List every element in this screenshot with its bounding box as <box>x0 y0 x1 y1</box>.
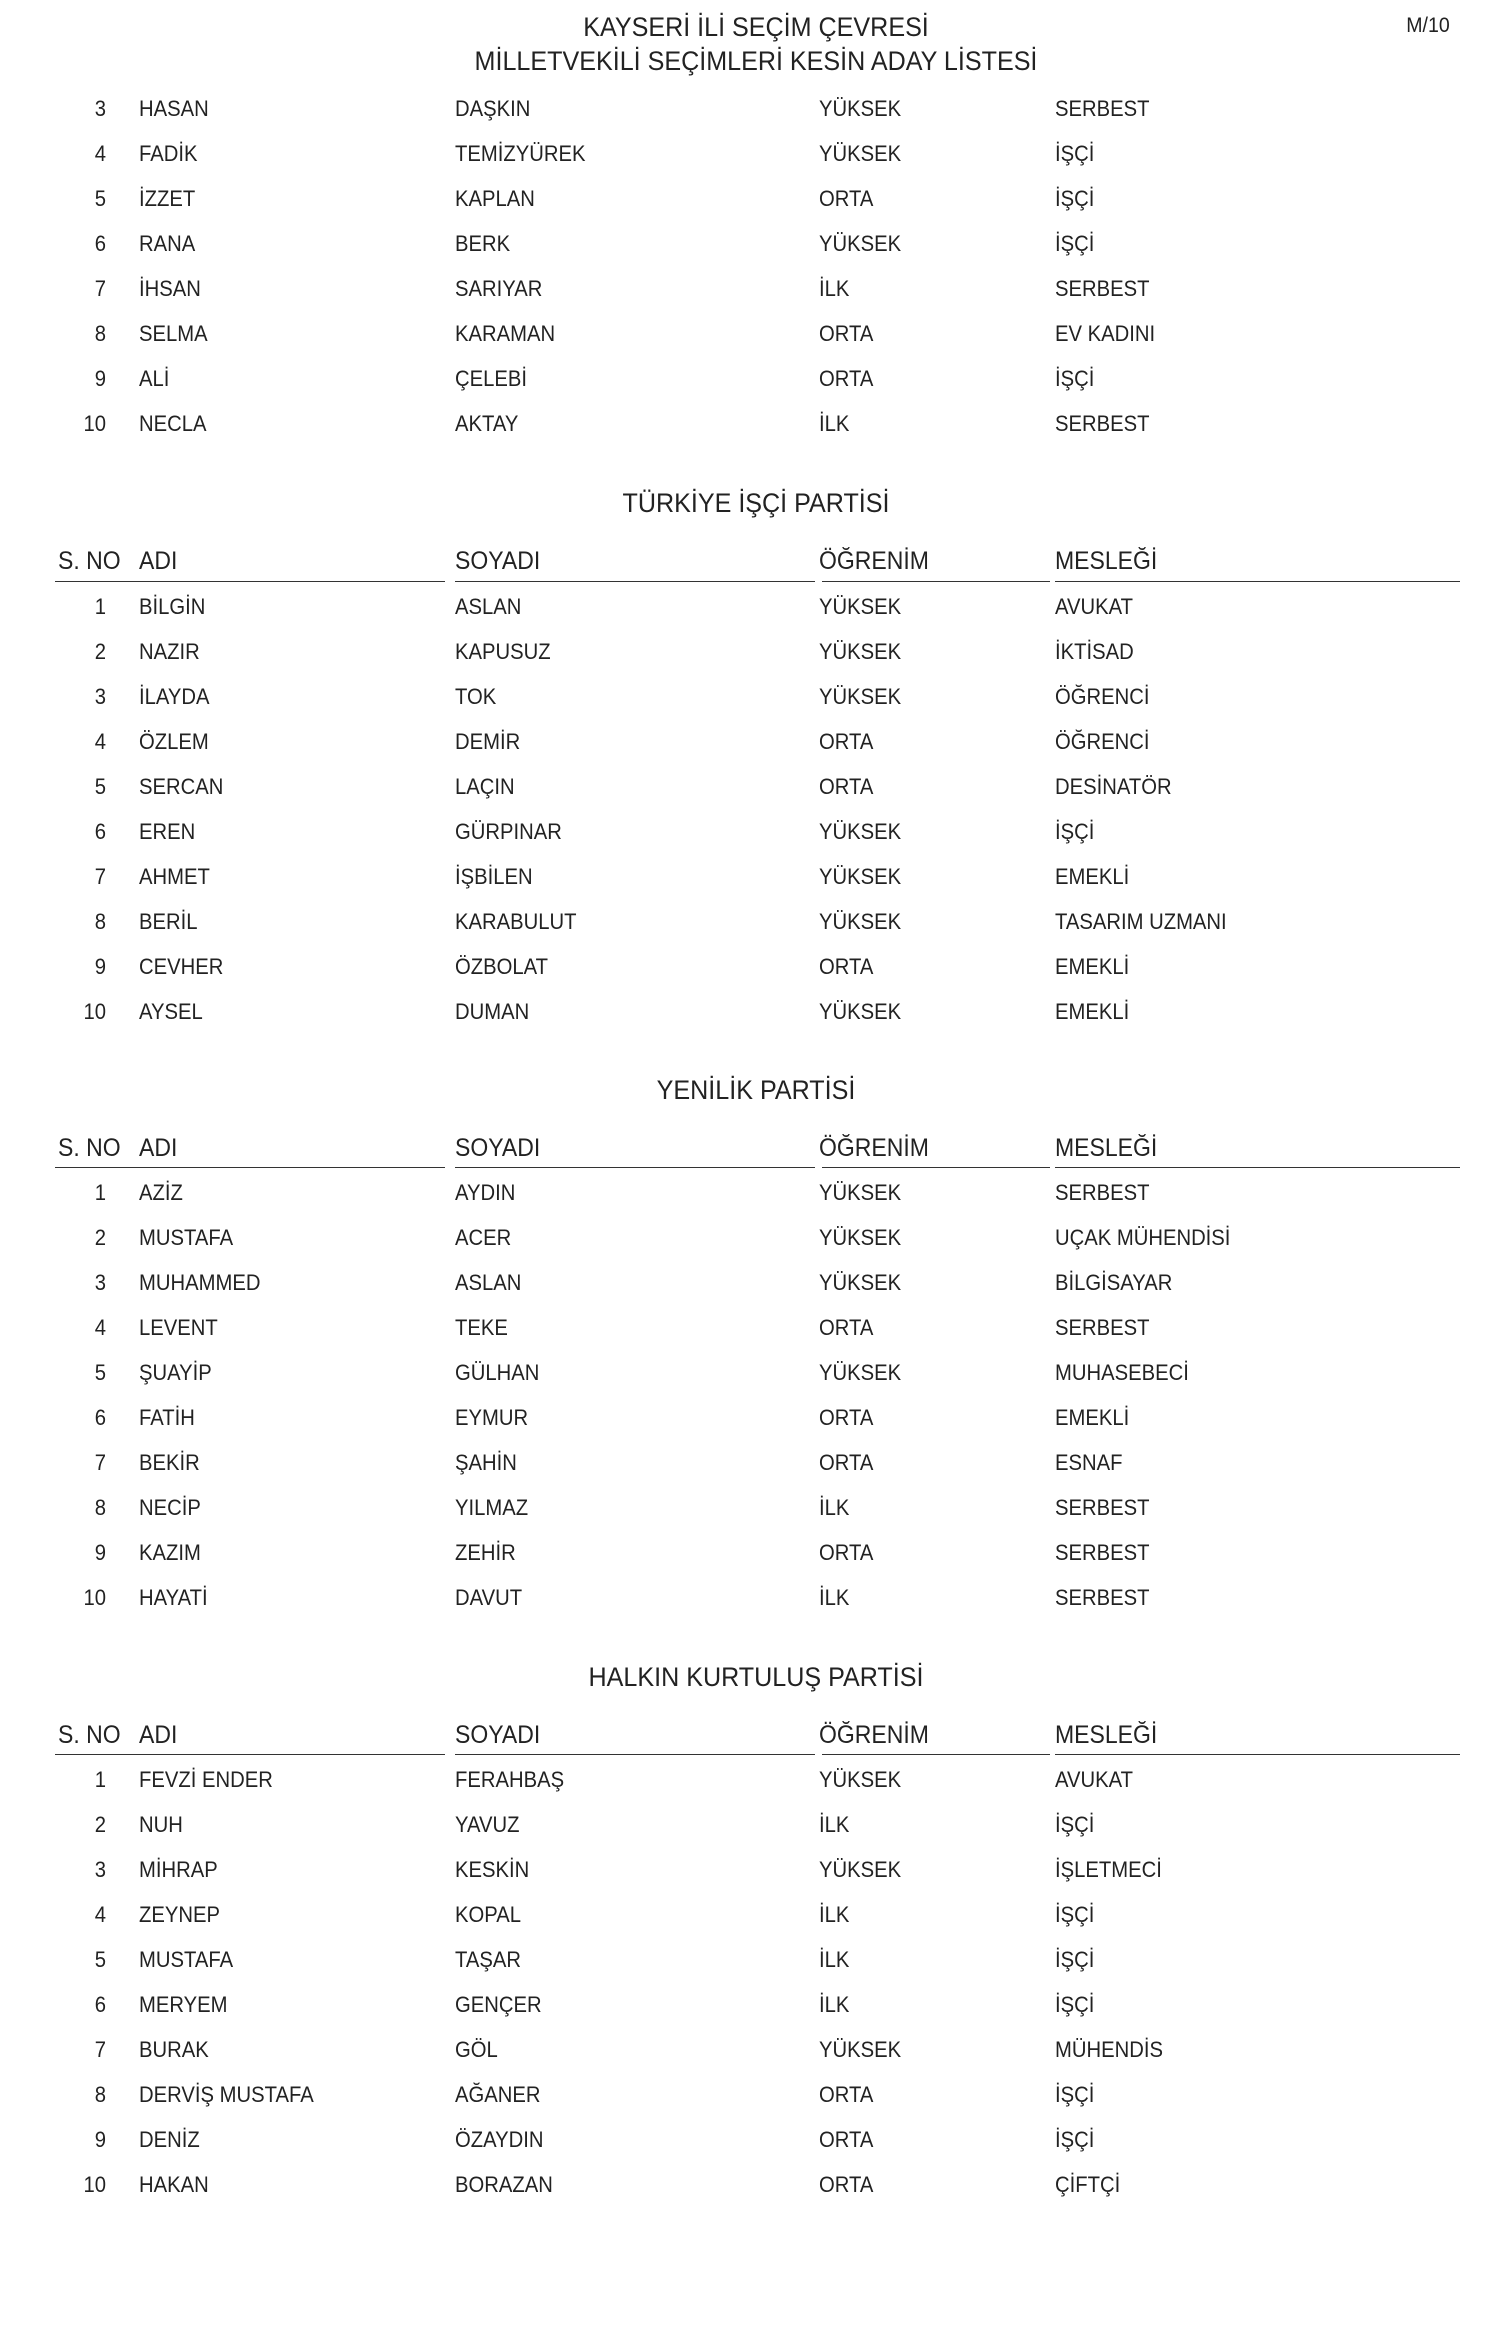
candidate-first-name: İLAYDA <box>139 684 210 709</box>
candidate-occupation: İŞÇİ <box>1055 1947 1095 1972</box>
candidate-education: YÜKSEK <box>819 1270 902 1295</box>
candidate-occupation: İŞÇİ <box>1055 1902 1095 1927</box>
candidate-occupation: MÜHENDİS <box>1055 2037 1163 2062</box>
candidate-first-name: SERCAN <box>139 774 224 799</box>
column-header-occupation: MESLEĞİ <box>1055 547 1158 575</box>
candidate-number: 5 <box>94 1360 106 1385</box>
candidate-row <box>0 131 1512 176</box>
candidate-occupation: İŞÇİ <box>1055 141 1095 166</box>
candidate-education: ORTA <box>819 366 874 391</box>
candidate-first-name: ALİ <box>139 366 170 391</box>
candidate-number: 4 <box>94 1902 106 1927</box>
candidate-row <box>0 356 1512 401</box>
candidate-last-name: KARAMAN <box>455 321 556 346</box>
candidate-education: YÜKSEK <box>819 819 902 844</box>
candidate-number: 8 <box>94 1495 106 1520</box>
candidate-education: YÜKSEK <box>819 684 902 709</box>
candidate-first-name: MİHRAP <box>139 1857 218 1882</box>
candidate-last-name: YILMAZ <box>455 1495 529 1520</box>
candidate-education: ORTA <box>819 186 874 211</box>
column-header-first-name: ADI <box>139 1721 178 1749</box>
candidate-first-name: AZİZ <box>139 1180 183 1205</box>
candidate-number: 8 <box>94 321 106 346</box>
candidate-education: İLK <box>819 411 850 436</box>
candidate-number: 5 <box>94 1947 106 1972</box>
candidate-row <box>0 1757 1512 1802</box>
header-underline <box>822 1754 1050 1755</box>
candidate-row <box>0 1847 1512 1892</box>
column-header-row <box>0 541 1512 581</box>
candidate-last-name: ACER <box>455 1225 512 1250</box>
candidate-row <box>0 1802 1512 1847</box>
candidate-number: 7 <box>94 2037 106 2062</box>
candidate-first-name: FATİH <box>139 1405 195 1430</box>
candidate-row <box>0 401 1512 446</box>
party-title: HALKIN KURTULUŞ PARTİSİ <box>588 1662 924 1692</box>
document-title-line-2: MİLLETVEKİLİ SEÇİMLERİ KESİN ADAY LİSTESİ <box>474 46 1038 76</box>
candidate-first-name: İZZET <box>139 186 196 211</box>
candidate-number: 8 <box>94 909 106 934</box>
candidate-education: İLK <box>819 1585 850 1610</box>
candidate-last-name: TOK <box>455 684 497 709</box>
candidate-number: 4 <box>94 141 106 166</box>
candidate-occupation: ESNAF <box>1055 1450 1123 1475</box>
candidate-last-name: ÖZAYDIN <box>455 2127 544 2152</box>
candidate-first-name: NECLA <box>139 411 207 436</box>
candidate-education: İLK <box>819 1992 850 2017</box>
candidate-first-name: ŞUAYİP <box>139 1360 212 1385</box>
candidate-first-name: MERYEM <box>139 1992 228 2017</box>
candidate-number: 3 <box>94 684 106 709</box>
candidate-occupation: SERBEST <box>1055 1495 1150 1520</box>
candidate-occupation: İŞÇİ <box>1055 2127 1095 2152</box>
candidate-first-name: NUH <box>139 1812 183 1837</box>
candidate-row <box>0 1440 1512 1485</box>
candidate-occupation: AVUKAT <box>1055 1767 1133 1792</box>
candidate-education: ORTA <box>819 774 874 799</box>
candidate-row <box>0 1575 1512 1620</box>
candidate-row <box>0 944 1512 989</box>
candidate-last-name: ZEHİR <box>455 1540 516 1565</box>
candidate-number: 3 <box>94 96 106 121</box>
candidate-row <box>0 719 1512 764</box>
candidate-number: 9 <box>94 366 106 391</box>
candidate-last-name: TEMİZYÜREK <box>455 141 586 166</box>
candidate-last-name: BERK <box>455 231 511 256</box>
candidate-first-name: ÖZLEM <box>139 729 209 754</box>
candidate-education: ORTA <box>819 1450 874 1475</box>
candidate-last-name: AYDIN <box>455 1180 516 1205</box>
candidate-number: 7 <box>94 1450 106 1475</box>
candidate-last-name: AKTAY <box>455 411 519 436</box>
candidate-number: 8 <box>94 2082 106 2107</box>
candidate-last-name: DAŞKIN <box>455 96 531 121</box>
candidate-last-name: TAŞAR <box>455 1947 521 1972</box>
candidate-last-name: ÇELEBİ <box>455 366 528 391</box>
candidate-first-name: BEKİR <box>139 1450 200 1475</box>
candidate-occupation: EMEKLİ <box>1055 864 1130 889</box>
candidate-last-name: DEMİR <box>455 729 521 754</box>
candidate-last-name: ÖZBOLAT <box>455 954 548 979</box>
candidate-number: 9 <box>94 954 106 979</box>
candidate-row <box>0 1260 1512 1305</box>
candidate-first-name: İHSAN <box>139 276 201 301</box>
candidate-first-name: LEVENT <box>139 1315 218 1340</box>
candidate-occupation: BİLGİSAYAR <box>1055 1270 1173 1295</box>
candidate-last-name: İŞBİLEN <box>455 864 533 889</box>
candidate-occupation: DESİNATÖR <box>1055 774 1172 799</box>
candidate-first-name: NAZIR <box>139 639 200 664</box>
candidate-occupation: MUHASEBECİ <box>1055 1360 1189 1385</box>
candidate-last-name: BORAZAN <box>455 2172 553 2197</box>
header-underline <box>822 581 1050 582</box>
candidate-education: İLK <box>819 1902 850 1927</box>
candidate-first-name: FADİK <box>139 141 198 166</box>
candidate-last-name: KOPAL <box>455 1902 522 1927</box>
candidate-last-name: ASLAN <box>455 594 522 619</box>
header-underline <box>55 1754 445 1755</box>
header-underline <box>55 581 445 582</box>
candidate-number: 6 <box>94 819 106 844</box>
candidate-education: ORTA <box>819 954 874 979</box>
column-header-number: S. NO <box>58 547 121 575</box>
candidate-occupation: TASARIM UZMANI <box>1055 909 1227 934</box>
candidate-number: 6 <box>94 1992 106 2017</box>
candidate-number: 2 <box>94 1225 106 1250</box>
candidate-education: ORTA <box>819 1315 874 1340</box>
candidate-last-name: ASLAN <box>455 1270 522 1295</box>
candidate-last-name: GENÇER <box>455 1992 542 2017</box>
candidate-number: 5 <box>94 774 106 799</box>
candidate-row <box>0 989 1512 1034</box>
candidate-education: ORTA <box>819 2127 874 2152</box>
candidate-occupation: ÖĞRENCİ <box>1055 684 1150 709</box>
candidate-number: 1 <box>94 1180 106 1205</box>
candidate-occupation: İŞÇİ <box>1055 819 1095 844</box>
candidate-first-name: DERVİŞ MUSTAFA <box>139 2082 314 2107</box>
header-underline <box>1055 1167 1460 1168</box>
candidate-last-name: DUMAN <box>455 999 530 1024</box>
candidate-row <box>0 311 1512 356</box>
candidate-last-name: LAÇIN <box>455 774 515 799</box>
column-header-number: S. NO <box>58 1134 121 1162</box>
candidate-row <box>0 899 1512 944</box>
candidate-last-name: AĞANER <box>455 2082 541 2107</box>
candidate-first-name: MUSTAFA <box>139 1947 234 1972</box>
candidate-number: 10 <box>83 1585 106 1610</box>
candidate-number: 10 <box>83 411 106 436</box>
candidate-occupation: SERBEST <box>1055 96 1150 121</box>
candidate-last-name: GÜLHAN <box>455 1360 540 1385</box>
column-header-occupation: MESLEĞİ <box>1055 1721 1158 1749</box>
candidate-occupation: AVUKAT <box>1055 594 1133 619</box>
column-header-row <box>0 1128 1512 1168</box>
candidate-row <box>0 854 1512 899</box>
candidate-occupation: ÇİFTÇİ <box>1055 2172 1121 2197</box>
candidate-first-name: RANA <box>139 231 196 256</box>
candidate-row <box>0 1892 1512 1937</box>
candidate-occupation: İŞÇİ <box>1055 366 1095 391</box>
candidate-first-name: EREN <box>139 819 196 844</box>
candidate-last-name: KAPUSUZ <box>455 639 551 664</box>
candidate-row <box>0 1215 1512 1260</box>
candidate-number: 10 <box>83 2172 106 2197</box>
candidate-number: 4 <box>94 1315 106 1340</box>
column-header-first-name: ADI <box>139 1134 178 1162</box>
candidate-number: 5 <box>94 186 106 211</box>
candidate-first-name: AYSEL <box>139 999 203 1024</box>
candidate-education: YÜKSEK <box>819 1225 902 1250</box>
candidate-first-name: HAYATİ <box>139 1585 208 1610</box>
candidate-occupation: SERBEST <box>1055 1315 1150 1340</box>
candidate-education: ORTA <box>819 1405 874 1430</box>
candidate-number: 7 <box>94 864 106 889</box>
candidate-last-name: KESKİN <box>455 1857 530 1882</box>
header-underline <box>55 1167 445 1168</box>
candidate-occupation: İŞÇİ <box>1055 1992 1095 2017</box>
candidate-number: 2 <box>94 639 106 664</box>
candidate-first-name: SELMA <box>139 321 208 346</box>
candidate-education: İLK <box>819 1495 850 1520</box>
candidate-occupation: SERBEST <box>1055 1180 1150 1205</box>
column-header-last-name: SOYADI <box>455 1721 541 1749</box>
candidate-last-name: TEKE <box>455 1315 508 1340</box>
candidate-last-name: YAVUZ <box>455 1812 520 1837</box>
document-title-line-1: KAYSERİ İLİ SEÇİM ÇEVRESİ <box>583 12 929 42</box>
candidate-last-name: ŞAHİN <box>455 1450 517 1475</box>
candidate-number: 9 <box>94 2127 106 2152</box>
candidate-occupation: İŞÇİ <box>1055 2082 1095 2107</box>
candidate-last-name: SARIYAR <box>455 276 543 301</box>
candidate-row <box>0 584 1512 629</box>
candidate-education: YÜKSEK <box>819 594 902 619</box>
candidate-row <box>0 629 1512 674</box>
candidate-last-name: FERAHBAŞ <box>455 1767 565 1792</box>
candidate-first-name: HASAN <box>139 96 209 121</box>
candidate-occupation: EV KADINI <box>1055 321 1156 346</box>
candidate-first-name: KAZIM <box>139 1540 201 1565</box>
candidate-education: YÜKSEK <box>819 1360 902 1385</box>
column-header-education: ÖĞRENİM <box>819 547 929 575</box>
candidate-last-name: KAPLAN <box>455 186 535 211</box>
candidate-education: YÜKSEK <box>819 1767 902 1792</box>
candidate-number: 3 <box>94 1857 106 1882</box>
candidate-number: 9 <box>94 1540 106 1565</box>
candidate-row <box>0 266 1512 311</box>
header-underline <box>455 1167 815 1168</box>
candidate-row <box>0 2027 1512 2072</box>
candidate-first-name: CEVHER <box>139 954 224 979</box>
candidate-first-name: HAKAN <box>139 2172 209 2197</box>
candidate-row <box>0 2072 1512 2117</box>
candidate-education: YÜKSEK <box>819 864 902 889</box>
header-underline <box>1055 1754 1460 1755</box>
candidate-number: 6 <box>94 231 106 256</box>
candidate-education: YÜKSEK <box>819 1857 902 1882</box>
candidate-number: 4 <box>94 729 106 754</box>
candidate-last-name: EYMUR <box>455 1405 529 1430</box>
candidate-number: 10 <box>83 999 106 1024</box>
candidate-occupation: UÇAK MÜHENDİSİ <box>1055 1225 1231 1250</box>
candidate-occupation: İKTİSAD <box>1055 639 1134 664</box>
document-header <box>0 10 1512 78</box>
candidate-number: 1 <box>94 594 106 619</box>
candidate-education: ORTA <box>819 321 874 346</box>
candidate-number: 1 <box>94 1767 106 1792</box>
candidate-row <box>0 764 1512 809</box>
party-title: TÜRKİYE İŞÇİ PARTİSİ <box>622 488 890 518</box>
candidate-first-name: MUSTAFA <box>139 1225 234 1250</box>
candidate-number: 2 <box>94 1812 106 1837</box>
candidate-last-name: DAVUT <box>455 1585 523 1610</box>
page-code: M/10 <box>1406 14 1450 37</box>
candidate-number: 3 <box>94 1270 106 1295</box>
candidate-first-name: NECİP <box>139 1495 201 1520</box>
candidate-number: 7 <box>94 276 106 301</box>
candidate-education: YÜKSEK <box>819 141 902 166</box>
candidate-occupation: SERBEST <box>1055 1585 1150 1610</box>
candidate-occupation: İŞÇİ <box>1055 1812 1095 1837</box>
candidate-education: ORTA <box>819 2082 874 2107</box>
candidate-last-name: KARABULUT <box>455 909 577 934</box>
candidate-number: 6 <box>94 1405 106 1430</box>
header-underline <box>455 581 815 582</box>
header-underline <box>455 1754 815 1755</box>
candidate-row <box>0 1485 1512 1530</box>
candidate-education: YÜKSEK <box>819 2037 902 2062</box>
candidate-row <box>0 1530 1512 1575</box>
candidate-occupation: İŞLETMECİ <box>1055 1857 1162 1882</box>
candidate-row <box>0 1305 1512 1350</box>
candidate-row <box>0 1982 1512 2027</box>
column-header-number: S. NO <box>58 1721 121 1749</box>
candidate-education: YÜKSEK <box>819 999 902 1024</box>
column-header-first-name: ADI <box>139 547 178 575</box>
candidate-first-name: FEVZİ ENDER <box>139 1767 273 1792</box>
candidate-education: ORTA <box>819 1540 874 1565</box>
candidate-row <box>0 1170 1512 1215</box>
candidate-first-name: BERİL <box>139 909 198 934</box>
candidate-first-name: AHMET <box>139 864 210 889</box>
candidate-education: ORTA <box>819 2172 874 2197</box>
column-header-education: ÖĞRENİM <box>819 1721 929 1749</box>
candidate-education: YÜKSEK <box>819 231 902 256</box>
candidate-row <box>0 221 1512 266</box>
candidate-last-name: GÖL <box>455 2037 498 2062</box>
candidate-education: ORTA <box>819 729 874 754</box>
candidate-first-name: BİLGİN <box>139 594 206 619</box>
candidate-occupation: İŞÇİ <box>1055 231 1095 256</box>
candidate-education: YÜKSEK <box>819 1180 902 1205</box>
candidate-occupation: ÖĞRENCİ <box>1055 729 1150 754</box>
candidate-row <box>0 1937 1512 1982</box>
candidate-education: İLK <box>819 1812 850 1837</box>
candidate-occupation: EMEKLİ <box>1055 954 1130 979</box>
candidate-row <box>0 2117 1512 2162</box>
candidate-last-name: GÜRPINAR <box>455 819 562 844</box>
candidate-education: İLK <box>819 1947 850 1972</box>
candidate-education: İLK <box>819 276 850 301</box>
candidate-row <box>0 2162 1512 2207</box>
header-underline <box>1055 581 1460 582</box>
column-header-occupation: MESLEĞİ <box>1055 1134 1158 1162</box>
candidate-first-name: MUHAMMED <box>139 1270 261 1295</box>
candidate-row <box>0 176 1512 221</box>
candidate-education: YÜKSEK <box>819 639 902 664</box>
candidate-occupation: İŞÇİ <box>1055 186 1095 211</box>
candidate-first-name: BURAK <box>139 2037 209 2062</box>
candidate-row <box>0 1395 1512 1440</box>
column-header-last-name: SOYADI <box>455 1134 541 1162</box>
candidate-occupation: EMEKLİ <box>1055 1405 1130 1430</box>
header-underline <box>822 1167 1050 1168</box>
candidate-first-name: ZEYNEP <box>139 1902 220 1927</box>
candidate-occupation: SERBEST <box>1055 276 1150 301</box>
candidate-row <box>0 86 1512 131</box>
candidate-education: YÜKSEK <box>819 909 902 934</box>
candidate-education: YÜKSEK <box>819 96 902 121</box>
candidate-row <box>0 674 1512 719</box>
column-header-last-name: SOYADI <box>455 547 541 575</box>
column-header-row <box>0 1715 1512 1755</box>
candidate-occupation: SERBEST <box>1055 411 1150 436</box>
candidate-occupation: SERBEST <box>1055 1540 1150 1565</box>
candidate-row <box>0 1350 1512 1395</box>
column-header-education: ÖĞRENİM <box>819 1134 929 1162</box>
candidate-occupation: EMEKLİ <box>1055 999 1130 1024</box>
candidate-row <box>0 809 1512 854</box>
candidate-first-name: DENİZ <box>139 2127 200 2152</box>
party-title: YENİLİK PARTİSİ <box>656 1075 856 1105</box>
